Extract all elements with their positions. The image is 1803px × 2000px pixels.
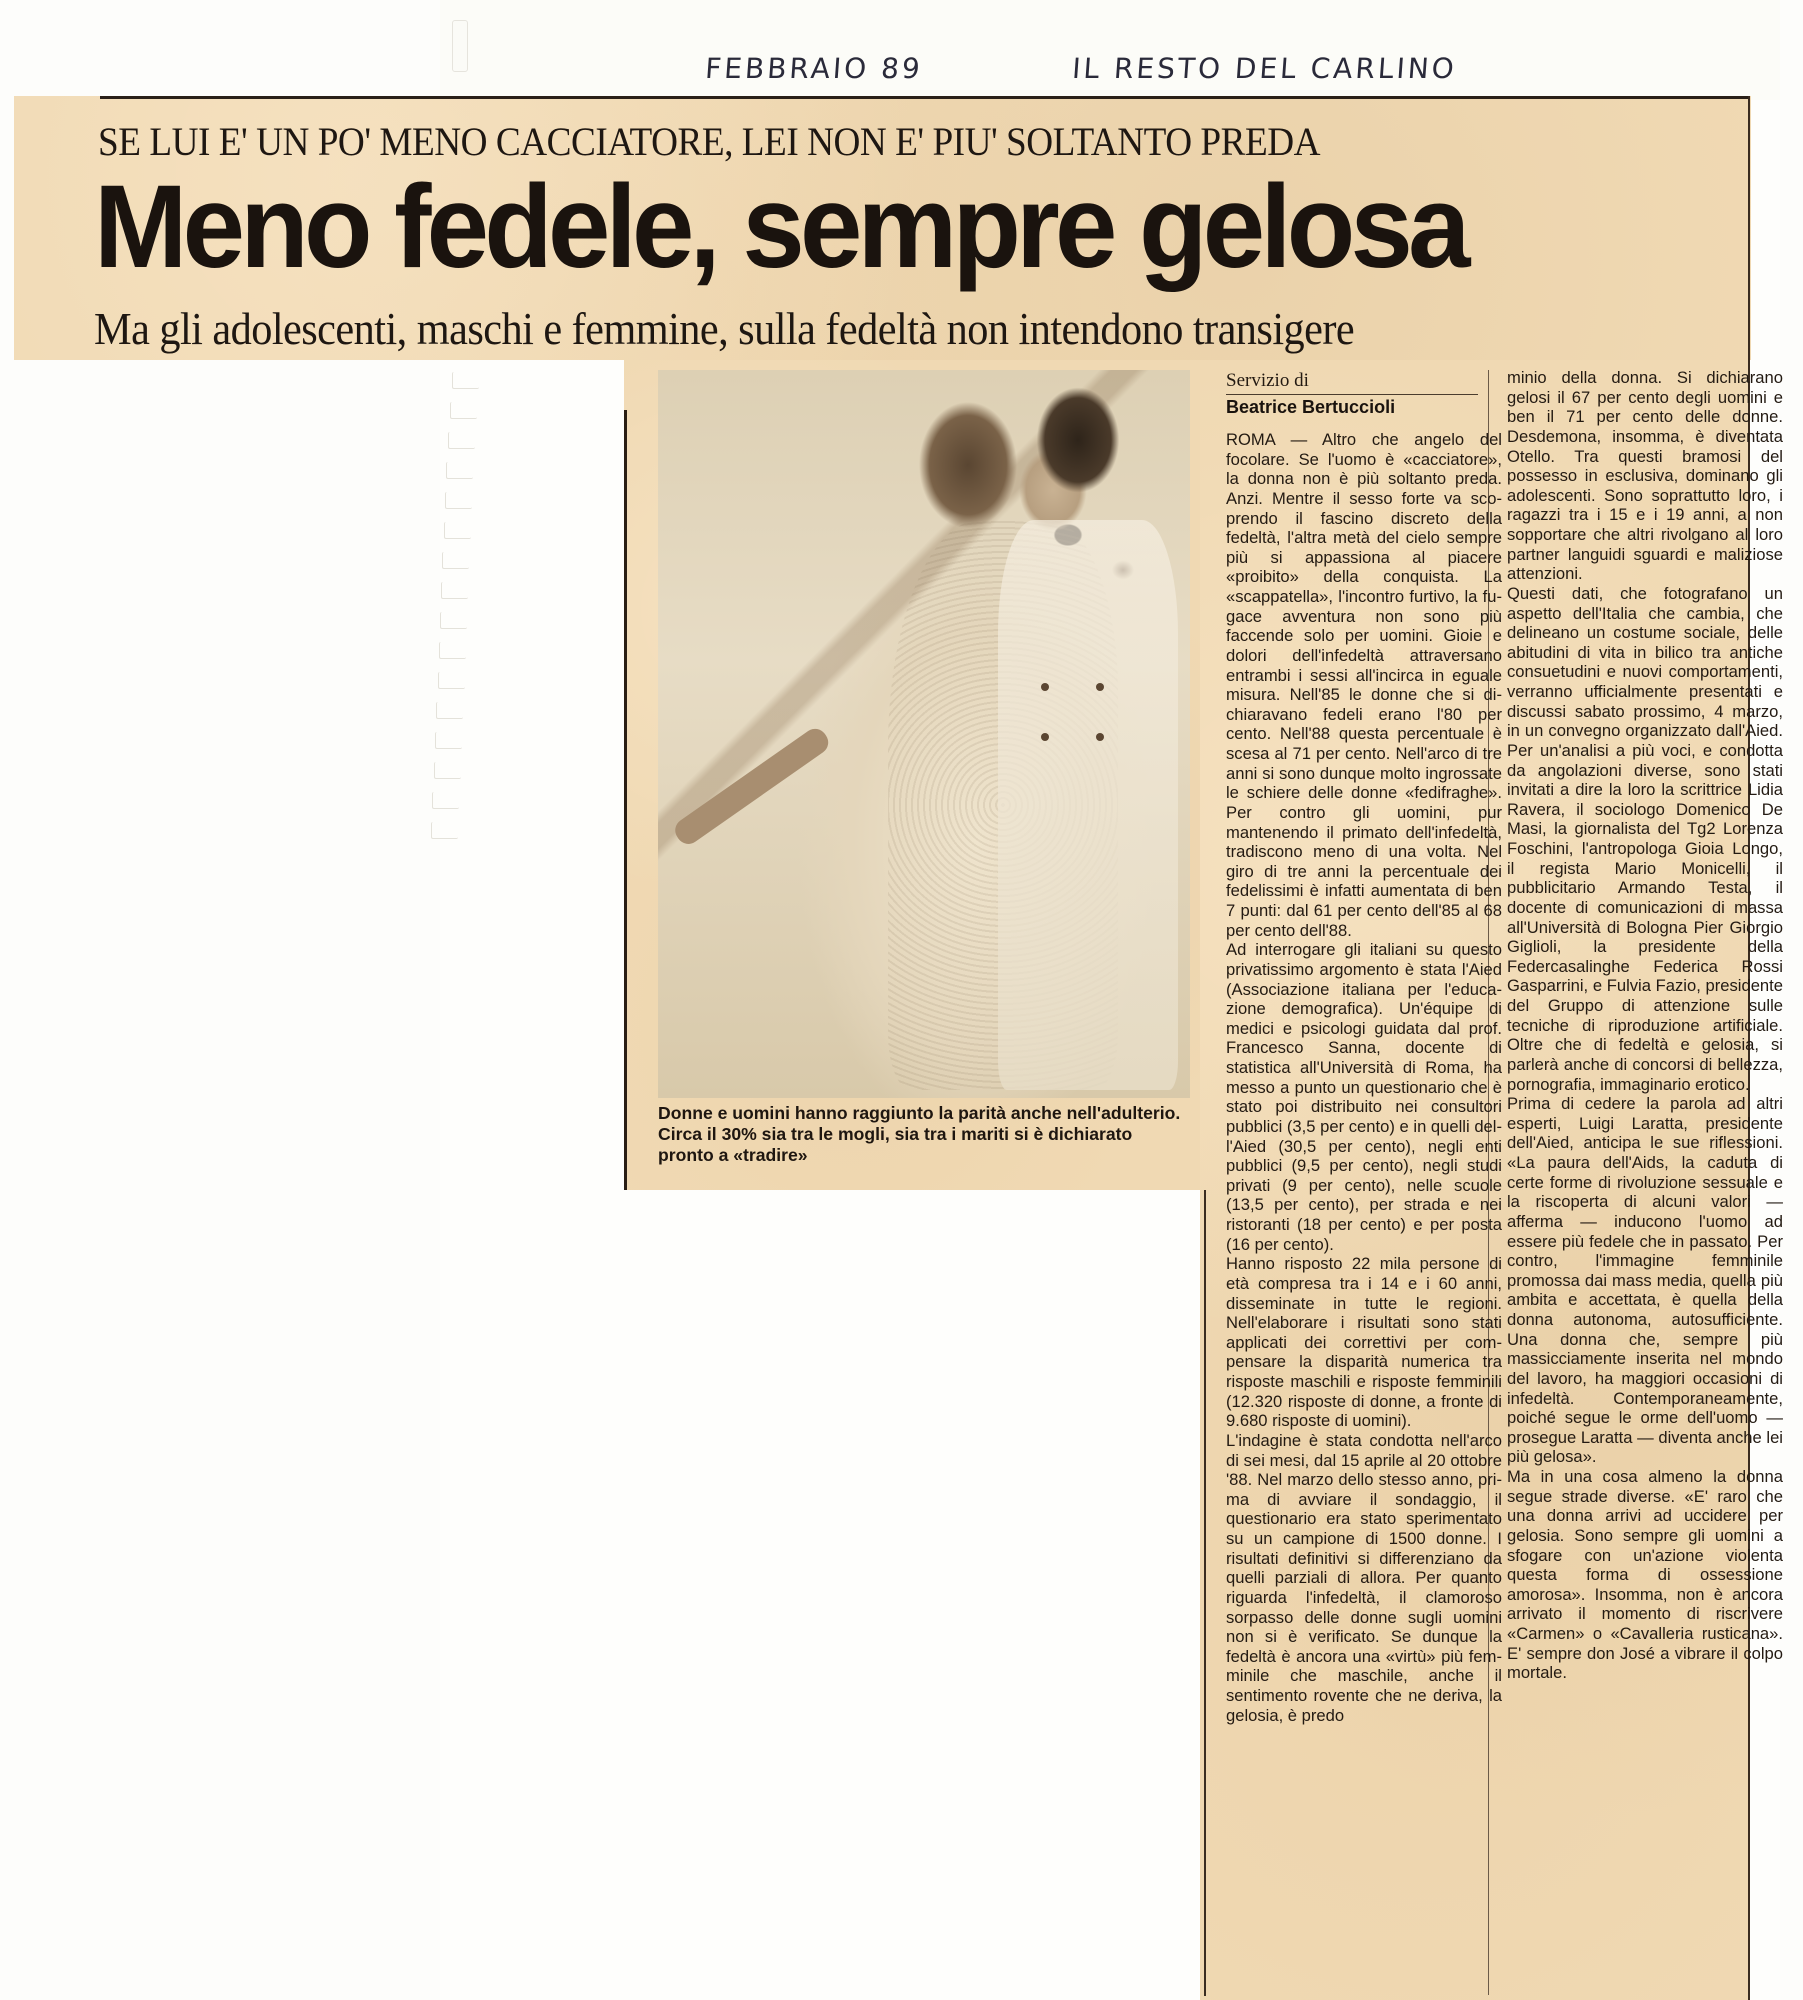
paragraph: Ad interrogare gli italiani su questo privatissimo argomento è stata l'Aied (Associazione italiana per l'educazione demografica). Un'équipe di medici e psicologi guidata dal prof. Francesco Sanna, docente di statistica all'Università di Roma, ha messo a punto un questionario che è stato poi distribuito nei consultori pubblici (3,5 per cento) e in quelli dell'Aied (30,5 per cento), negli enti pubblici (9,5 per cento), negli studi privati (9 per cento), nelle scuole (13,5 per cento), per strada e nei ristoranti (18 per cento) e per posta (16 per cento). — [1226, 940, 1502, 1254]
headline-title: Meno fedele, sempre gelosa — [94, 161, 1466, 293]
byline-rule — [1226, 394, 1478, 395]
jacket-button — [1096, 683, 1104, 691]
punch-hole — [439, 642, 466, 659]
punch-holes — [430, 360, 470, 1860]
paragraph: Prima di cedere la parola ad altri esperti, Luigi Laratta, presidente dell'Aied, anticipa le sue riflessioni. «La paura dell'Aids, la caduta di certe forme di rivoluzione sessuale e la riscoperta di alcuni valori — afferma — inducono l'uomo ad essere più fedele che in passato. Per contro, l'immagine femminile promossa dai mass media, quella più ambita e accettata, è quella della donna autonoma, autosufficiente. Una donna che, sempre più massicciamente inserita nel mondo del lavoro, ha maggiori occasioni di infedeltà. Contemporaneamente, poiché segue le orme dell'uomo — prosegue Laratta — diventa anche lei più gelosa». — [1507, 1094, 1783, 1467]
handwritten-newspaper-name: IL RESTO DEL CARLINO — [1071, 52, 1458, 85]
jacket-button — [1041, 683, 1049, 691]
punch-hole-top — [452, 20, 468, 72]
paragraph: ROMA — Altro che angelo del focolare. Se l'uomo è «cacciatore», la donna non è più soltanto preda. Anzi. Mentre il sesso forte va scoprendo il fascino discreto della fedeltà, l'altra metà del cielo sempre più si appassiona al piacere «proibito» della conquista. La «scappatella», l'incontro furtivo, la fugace avventura non sono più faccende solo per uomini. Gioie e dolori dell'infedeltà attraversano entrambi i sessi all'incirca in eguale misura. Nell'85 le donne che si dichiaravano fedeli erano l'80 per cento. Nell'88 questa percentuale è scesa al 71 per cento. Nell'arco di tre anni si sono dunque molto ingrossate le schiere delle donne «fedifraghe». Per contro gli uomini, pur mantenendo il primato dell'infedeltà, tradiscono meno di una volta. Nel giro di tre anni la percentuale dei fedelissimi è infatti aumentata di ben 7 punti: dal 61 per cento dell'85 al 68 per cento dell'88. — [1226, 430, 1502, 940]
article-column-2 — [1507, 368, 1783, 1683]
punch-hole — [440, 612, 467, 629]
article-column-1 — [1226, 430, 1502, 1725]
paragraph: Hanno risposto 22 mila persone di età compresa tra i 14 e i 60 anni, disseminate in tutte le regioni. Nell'elaborare i risultati sono stati applicati dei correttivi per compensare la disparità numerica tra risposte maschili e risposte femminili (12.320 risposte di donne, a fronte di 9.680 risposte di uomini). — [1226, 1254, 1502, 1431]
photo — [658, 370, 1190, 1098]
headline-subtitle: Ma gli adolescenti, maschi e femmine, sulla fedeltà non intendono transigere — [94, 303, 1355, 354]
punch-hole — [436, 702, 463, 719]
kicker: SE LUI E' UN PO' MENO CACCIATORE, LEI NON E' PIU' SOLTANTO PREDA — [98, 119, 1321, 164]
punch-hole — [435, 732, 462, 749]
punch-hole — [438, 672, 465, 689]
photo-man-figure — [998, 520, 1178, 1090]
jacket-button — [1041, 733, 1049, 741]
paragraph: Ma in una cosa almeno la donna segue strade diverse. «E' raro che una donna arrivi ad uccidere per gelosia. Sono sempre gli uomini a sfogare con un'azione violenta questa forma di ossessione amorosa». Insomma, non è ancora arrivato il momento di riscrivere «Carmen» o «Cavalleria rusticana». E' sempre don José a vibrare il colpo mortale. — [1507, 1467, 1783, 1683]
punch-hole — [450, 402, 477, 419]
punch-hole — [441, 582, 468, 599]
punch-hole — [431, 822, 458, 839]
handwritten-date: FEBBRAIO 89 — [704, 52, 924, 85]
punch-hole — [442, 552, 469, 569]
paragraph: Questi dati, che fotografano un aspetto dell'Italia che cambia, che delineano un costume sociale, delle abitudini di vita in bilico tra antiche consuetudini e nuovi comportamenti, verranno ufficialmente presentati e discussi sabato prossimo, 4 marzo, in un convegno organizzato dall'Aied. Per un'analisi a più voci, e condotta da angolazioni diverse, sono stati invitati a dire la loro la scrittrice Lidia Ravera, il sociologo Domenico De Masi, la giornalista del Tg2 Lorenza Foschini, l'antropologa Gioia Longo, il regista Mario Monicelli, il pubblicitario Armando Testa, il docente di comunicazioni di massa all'Università di Bologna Pier Giorgio Giglioli, la presidente della Federcasalinghe Federica Rossi Gasparrini, e Fulvia Fazio, presidente del Gruppo di attenzione sulle tecniche di riproduzione artificiale. Oltre che di fedeltà e gelosia, si parlerà anche di concorsi di bellezza, pornografia, immaginario erotico. — [1507, 583, 1783, 1094]
punch-hole — [434, 762, 461, 779]
photo-clipping-edge — [624, 410, 627, 1190]
article-left-rule — [1204, 1190, 1206, 1996]
punch-hole — [452, 372, 479, 389]
byline-label: Servizio di — [1226, 370, 1309, 391]
punch-hole — [445, 492, 472, 509]
jacket-button — [1096, 733, 1104, 741]
punch-hole — [444, 522, 471, 539]
punch-hole — [448, 432, 475, 449]
byline-author: Beatrice Bertuccioli — [1226, 397, 1396, 417]
photo-caption: Donne e uomini hanno raggiunto la parità anche nell'adulterio. Circa il 30% sia tra le mogli, sia tra i mariti si è dichiarato pronto a «tradire» — [658, 1103, 1181, 1165]
top-rule — [100, 96, 1750, 99]
punch-hole — [432, 792, 459, 809]
photo-arm — [671, 724, 833, 849]
paragraph: minio della donna. Si dichiarano gelosi il 67 per cento degli uomini e ben il 71 per cento delle donne. Desdemona, insomma, è diventata Otello. Tra questi bramosi del possesso in esclusiva, dominano gli adolescenti. Sono soprattutto loro, i ragazzi tra i 15 e i 19 anni, a non sopportare che altri rivolgano al loro partner languidi sguardi e maliziose attenzioni. — [1507, 368, 1783, 584]
punch-hole — [446, 462, 473, 479]
paragraph: L'indagine è stata condotta nell'arco di sei mesi, dal 15 aprile al 20 ottobre '88. Nel marzo dello stesso anno, prima di avviare il sondaggio, il questionario era stato sperimentato su un campione di 1500 donne. I risultati definitivi si differenziano da quelli parziali di allora. Per quanto riguarda l'infedeltà, il clamoroso sorpasso delle donne sugli uomini non si è verificato. Se dunque la fedeltà è ancora una «virtù» più femminile che maschile, anche il sentimento rovente che ne deriva, la gelosia, è predo — [1226, 1430, 1502, 1725]
